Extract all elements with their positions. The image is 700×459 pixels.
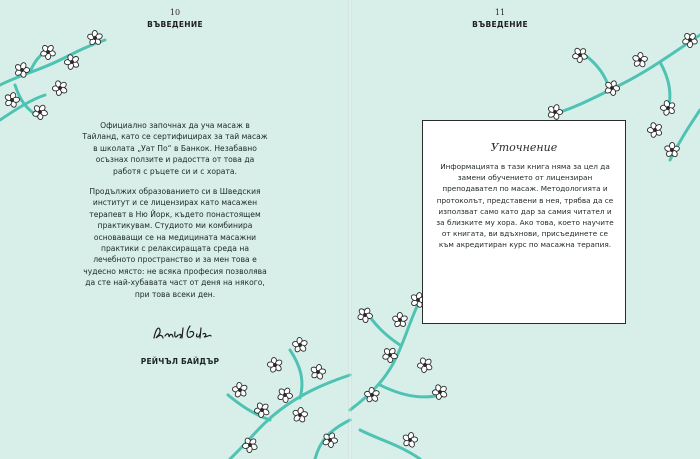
author-signature: [150, 322, 220, 344]
author-name: РЕЙЧЪЛ БАЙДЪР: [140, 357, 220, 366]
box-title: Уточнение: [490, 141, 558, 154]
box-text: Информацията в тази книга няма за цел да замени обучението от лицензиран преподавател по масаж. Методологията и протоколът, представени в нея, трябва да се използват само като дар за самия читател и за близките му хора. Ако това, което научите от книгата, ви вдъхнови, присъединете се към акредитиран курс по масажна терапия.: [436, 162, 614, 250]
paragraph: Продължих образованието си в Шведския институт и се лицензирах като масажен терапевт в Ню Йорк, където понастоящем практикувам. Студиото ми комбинира основаващи се на медицината масажни практики с релаксиращата среда на лечебното пространство и за мен това е чудесно място: не всяка професия позволява да сте най-хубавата част от деня на някого, при това всеки ден.: [83, 187, 267, 299]
running-head: ВЪВЕДЕНИЕ: [472, 20, 528, 29]
running-head: ВЪВЕДЕНИЕ: [147, 20, 203, 29]
right-page: [350, 0, 700, 459]
paragraph: Официално започнах да уча масаж в Тайланд, като се сертифицирах за тай масаж в школата „Уат По“ в Банкок. Незабавно осъзнах ползите и радостта от това да работя с ръцете си и с хората.: [82, 121, 268, 176]
introduction-text: [82, 120, 268, 309]
page-number: 10: [169, 8, 181, 17]
page-number: 11: [494, 8, 506, 17]
disclaimer-box: [422, 120, 626, 324]
